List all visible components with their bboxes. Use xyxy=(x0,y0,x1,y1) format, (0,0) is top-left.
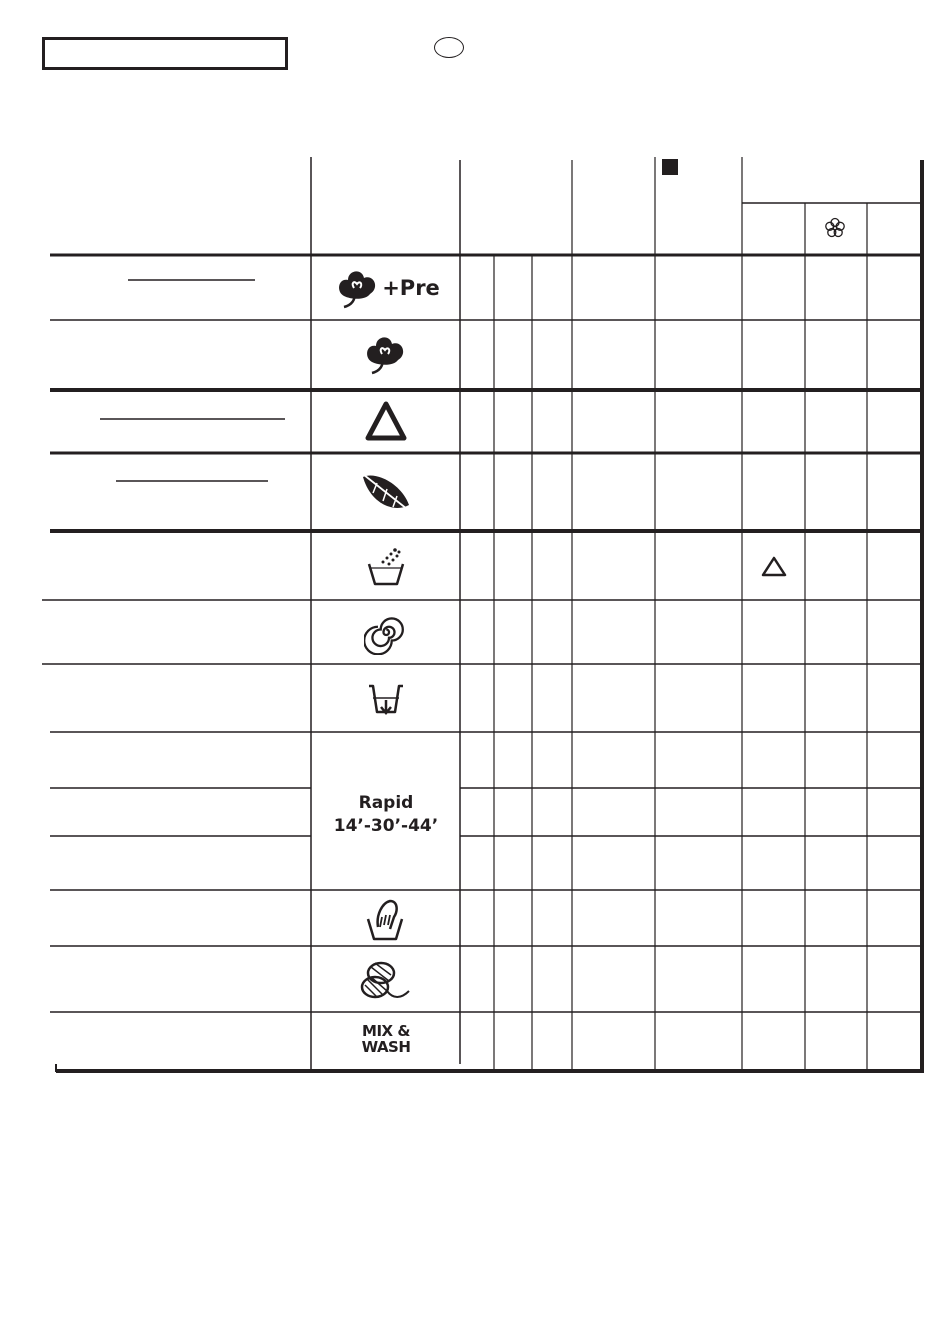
rapid-label-text: Rapid 14’-30’-44’ xyxy=(333,793,439,836)
triangle-marker-icon xyxy=(763,558,785,575)
flower-softener-icon xyxy=(826,219,844,237)
wool-skein-icon xyxy=(359,955,413,1005)
prewash-suffix: +Pre xyxy=(382,276,440,300)
feather-delicate-icon xyxy=(357,469,415,515)
delicate-program-symbol xyxy=(312,462,460,522)
cotton-prewash-symbol xyxy=(322,262,452,314)
cotton-program-symbol xyxy=(312,328,460,380)
spin-spiral-icon xyxy=(364,611,408,655)
cotton-flower-icon xyxy=(334,266,382,310)
cotton-flower-icon xyxy=(362,332,410,376)
rapid-program-label xyxy=(312,792,460,838)
spin-program-symbol xyxy=(312,606,460,660)
hand-wash-icon xyxy=(364,897,408,943)
rinse-shower-icon xyxy=(365,546,407,588)
rinse-program-symbol xyxy=(312,540,460,594)
handwash-program-symbol xyxy=(312,896,460,944)
mix-wash-label-text: MIX & WASH xyxy=(361,1022,411,1056)
filled-square-icon xyxy=(662,159,678,175)
mix-wash-program-label xyxy=(312,1023,460,1055)
drain-arrow-icon xyxy=(365,678,407,720)
drain-program-symbol xyxy=(312,672,460,726)
wool-program-symbol xyxy=(312,952,460,1008)
synthetic-triangle-icon xyxy=(364,400,408,444)
synthetic-program-symbol xyxy=(312,395,460,449)
